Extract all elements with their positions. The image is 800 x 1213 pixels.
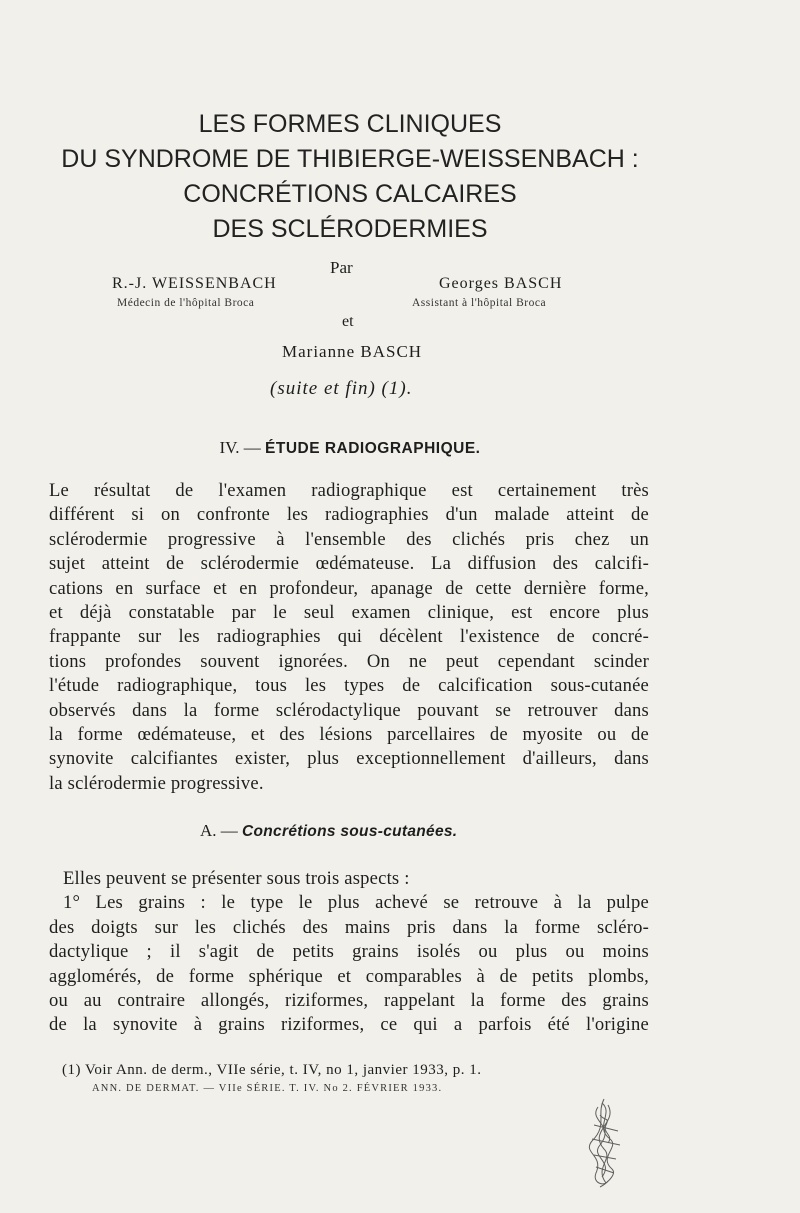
paragraph-2-line: ou au contraire allongés, riziformes, rappelant la forme des grains [49, 990, 649, 1012]
byline-et: et [342, 313, 354, 330]
paragraph-2 [49, 867, 649, 1038]
paragraph-1-line: Le résultat de l'examen radiographique est certainement très [49, 480, 649, 501]
subsection-letter: A. — [200, 821, 238, 840]
paragraph-1-line: et déjà constatable par le seul examen clinique, est encore plus [49, 602, 649, 624]
subsection-title: Concrétions sous-cutanées. [242, 823, 458, 840]
section-heading [0, 438, 700, 458]
byline-par: Par [330, 258, 353, 277]
paragraph-2-line: dactylique ; il s'agit de petits grains isolés ou plus ou moins [49, 941, 649, 963]
subsection-heading [200, 821, 457, 841]
author-1-name: R.-J. WEISSENBACH [112, 275, 277, 292]
paragraph-1-line: observés dans la forme sclérodactylique pouvant se retrouver dans [49, 699, 649, 721]
author-2-name: Georges BASCH [439, 275, 563, 292]
footnote: (1) Voir Ann. de derm., VIIe série, t. IV, no 1, janvier 1933, p. 1. [62, 1062, 482, 1078]
paragraph-2-line: agglomérés, de forme sphérique et comparables à de petits plombs, [49, 965, 649, 987]
title-line-4: DES SCLÉRODERMIES [212, 215, 488, 243]
paragraph-1-line: l'étude radiographique, tous les types de calcification sous-cutanée [49, 675, 649, 697]
suite-text: (suite et fin) (1). [270, 378, 413, 399]
paragraph-2-line: Elles peuvent se présenter sous trois aspects : [63, 868, 410, 889]
author-1-affiliation: Médecin de l'hôpital Broca [117, 297, 255, 309]
paragraph-2-line: de la synovite à grains riziformes, ce qui a parfois été l'origine [49, 1014, 649, 1036]
section-title: ÉTUDE RADIOGRAPHIQUE. [265, 440, 481, 457]
paragraph-2-line: des doigts sur les clichés des mains pris dans la forme scléro- [49, 916, 649, 938]
paragraph-1-line: la forme œdémateuse, et des lésions parcellaires de myosite ou de [49, 724, 649, 746]
paragraph-1-line: frappante sur les radiographies qui décèlent l'existence de concré- [49, 626, 649, 648]
paragraph-2-line: 1° Les grains : le type le plus achevé se retrouve à la pulpe [63, 892, 649, 914]
author-2-affiliation: Assistant à l'hôpital Broca [412, 297, 547, 309]
suite-note [270, 378, 412, 400]
paragraph-1-line: différent si on confronte les radiographies d'un malade atteint de [49, 504, 649, 526]
article-title [0, 107, 700, 247]
paragraph-1-line: cations en surface et en profondeur, apanage de cette dernière forme, [49, 577, 649, 599]
paragraph-1-line: sujet atteint de sclérodermie œdémateuse. La diffusion des calcifi- [49, 553, 649, 575]
section-number: IV. — [219, 438, 261, 457]
paragraph-1-line: tions profondes souvent ignorées. On ne peut cependant scinder [49, 650, 649, 672]
paragraph-1-line: sclérodermie progressive à l'ensemble des clichés pris chez un [49, 528, 649, 550]
pencil-scribble-mark [574, 1095, 634, 1190]
author-3-name: Marianne BASCH [282, 342, 423, 361]
paragraph-1 [49, 479, 649, 796]
journal-reference: ANN. DE DERMAT. — VIIe SÉRIE. T. IV. No 2. FÉVRIER 1933. [92, 1083, 443, 1094]
paragraph-1-line: synovite calcifiantes exister, plus exceptionnellement d'ailleurs, dans [49, 748, 649, 770]
paragraph-1-line: la sclérodermie progressive. [49, 772, 264, 794]
title-line-1: LES FORMES CLINIQUES [198, 110, 502, 138]
title-line-3: CONCRÉTIONS CALCAIRES [183, 180, 517, 208]
title-line-2: DU SYNDROME DE THIBIERGE-WEISSENBACH : [61, 145, 639, 173]
